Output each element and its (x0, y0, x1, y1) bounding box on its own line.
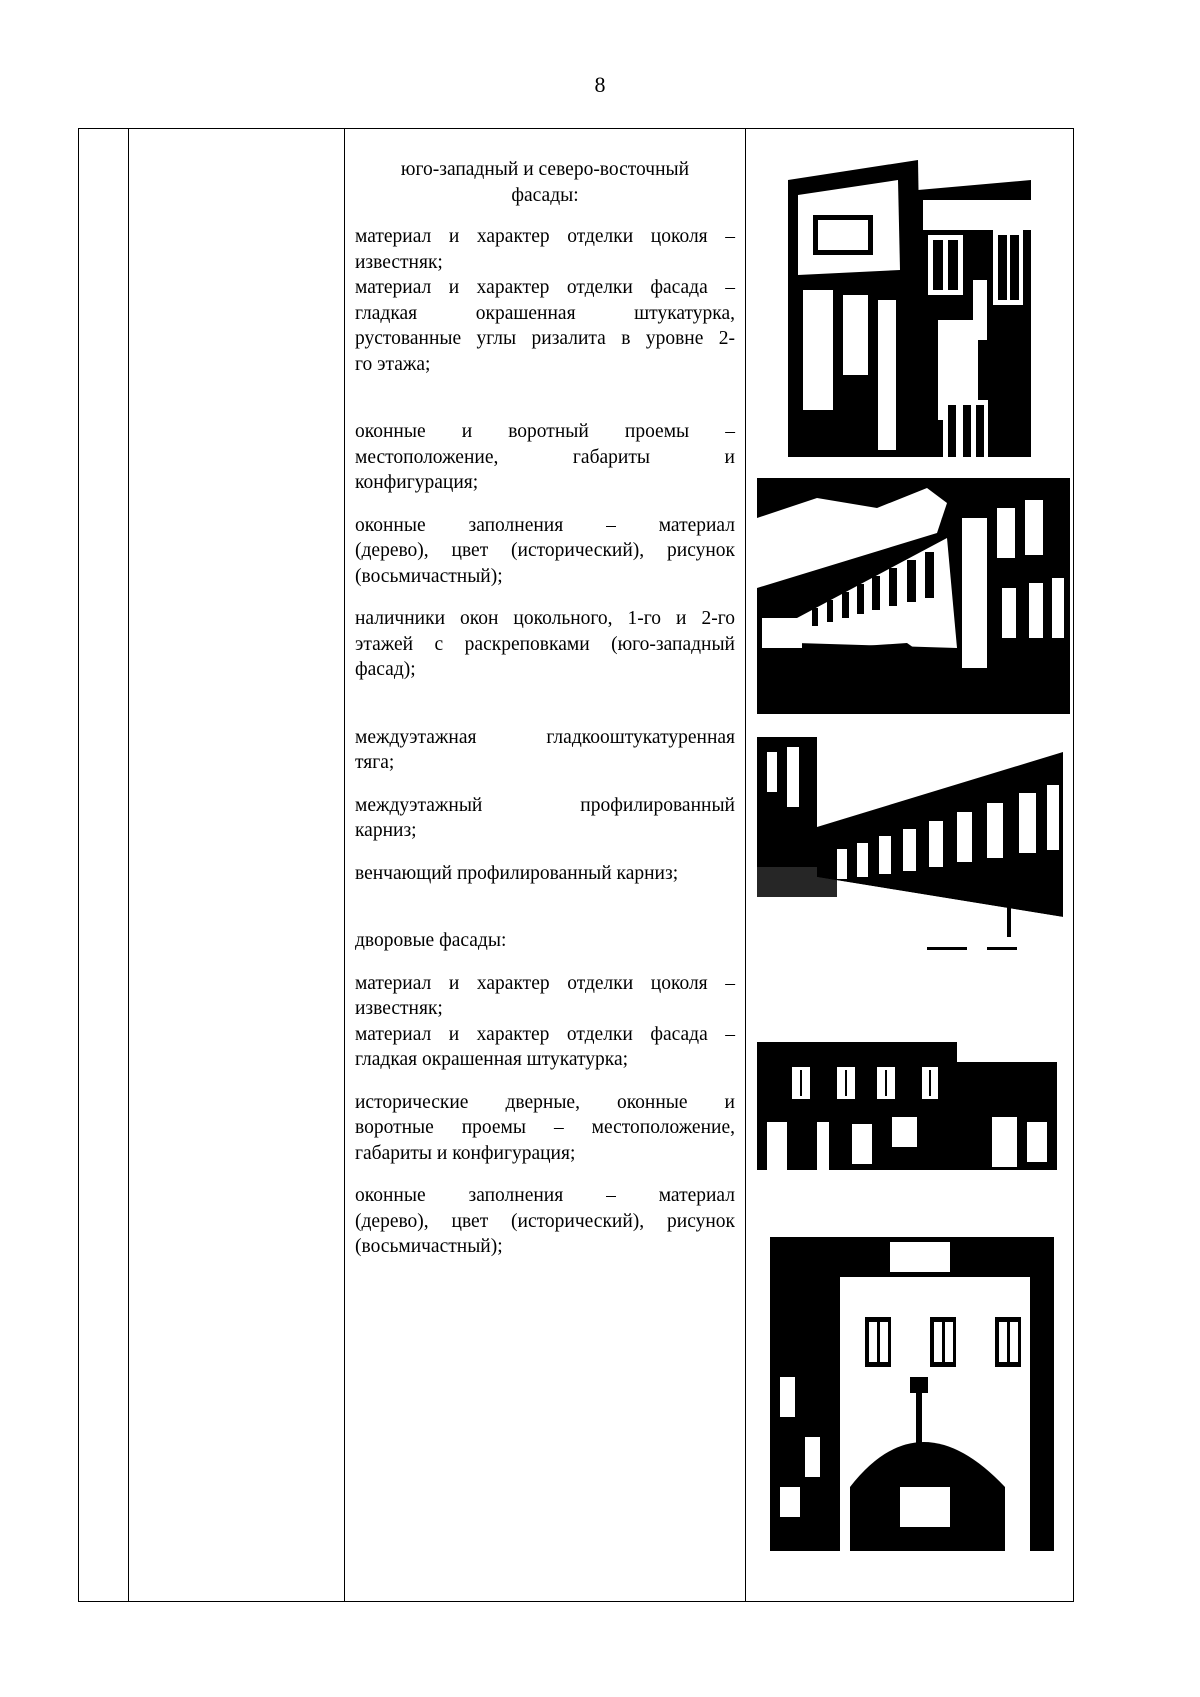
description-column (355, 157, 735, 1260)
paragraph-line: этажей с раскреповками (юго-западный (355, 633, 735, 655)
paragraph-line: конфигурация; (355, 472, 479, 493)
paragraph-line: габариты и конфигурация; (355, 1142, 576, 1164)
paragraph-line: (дерево), цвет (исторический), рисунок (355, 1210, 735, 1232)
paragraph-line: (дерево), цвет (исторический), рисунок (355, 540, 735, 561)
street-facade-photo (757, 478, 1070, 714)
column-divider-1 (128, 128, 129, 1602)
page-number: 8 (594, 72, 606, 97)
paragraph-line: известняк; (355, 251, 443, 273)
paragraph-line: исторические дверные, оконные и (355, 1091, 735, 1113)
paragraph-line: оконные заполнения – материал (355, 1185, 735, 1206)
column-divider-2 (344, 128, 345, 1602)
paragraph-line: (восьмичастный); (355, 1236, 503, 1257)
paragraph-line: оконные и воротный проемы – (355, 421, 735, 442)
arcade-facade-photo (757, 737, 1063, 961)
paragraph-line: междуэтажная гладкооштукатуренная (355, 726, 735, 748)
paragraph-line: материал и характер отделки фасада – (355, 277, 735, 298)
paragraph-line: материал и характер отделки фасада – (355, 1023, 735, 1045)
section-title: юго-западный и северо-восточный (400, 159, 690, 180)
paragraph-line: го этажа; (355, 353, 431, 375)
paragraph-line: тяга; (355, 752, 395, 773)
paragraph-line: междуэтажный профилированный (355, 794, 735, 816)
arch-gate-photo (770, 1237, 1054, 1551)
section-title: фасады: (511, 184, 579, 206)
facade-corner-photo (788, 160, 1031, 457)
paragraph-line: известняк; (355, 998, 443, 1019)
paragraph-line: воротные проемы – местоположение, (355, 1117, 735, 1138)
paragraph-line: материал и характер отделки цоколя – (355, 972, 735, 994)
paragraph-line: рустованные углы ризалита в уровне 2- (355, 328, 735, 349)
column-divider-3 (745, 128, 746, 1602)
section-title: дворовые фасады: (355, 930, 507, 951)
paragraph-line: наличники окон цокольного, 1-го и 2-го (355, 608, 735, 629)
yard-facade-photo (757, 1022, 1057, 1179)
paragraph-line: гладкая окрашенная штукатурка; (355, 1049, 629, 1070)
paragraph-line: гладкая окрашенная штукатурка, (355, 302, 735, 324)
paragraph-line: венчающий профилированный карниз; (355, 862, 679, 884)
paragraph-line: местоположение, габариты и (355, 446, 735, 468)
paragraph-line: материал и характер отделки цоколя – (355, 226, 735, 247)
paragraph-line: фасад); (355, 659, 416, 680)
paragraph-line: оконные заполнения – материал (355, 514, 735, 536)
paragraph-line: карниз; (355, 820, 417, 841)
paragraph-line: (восьмичастный); (355, 565, 503, 587)
